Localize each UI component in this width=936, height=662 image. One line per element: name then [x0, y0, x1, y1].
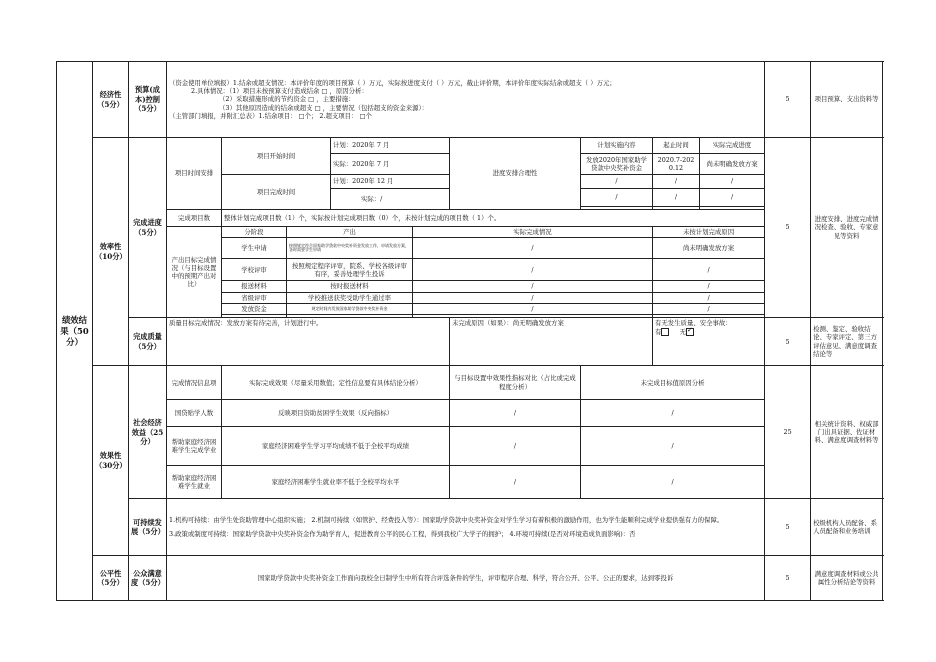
benefit-item: 帮助家庭经济困难学生就业	[167, 466, 222, 499]
benefit-analysis: /	[581, 466, 765, 499]
stage-reason: /	[653, 281, 765, 292]
efficiency-note: 进度安排、进度完成情况检查、验收、专家意见等资料	[811, 138, 883, 318]
fairness-score: 5	[765, 556, 811, 601]
stage-actual: /	[413, 303, 653, 314]
start-time-label: 项目开始时间	[222, 138, 331, 175]
completed-count-label: 完成项目数	[167, 210, 222, 227]
plan-period: /	[653, 175, 700, 189]
benefit-item: 国贷贴学人数	[167, 400, 222, 427]
plan-progress: /	[700, 189, 765, 207]
analysis-header: 未完成目标值原因分析	[581, 366, 765, 400]
sustainability-score: 5	[765, 499, 811, 556]
accident-question: 有无发生质量、安全事故：	[655, 319, 732, 328]
quality-note: 检测、鉴定、验收结论、专家评定、第三方评估意见、满意度调查结论等	[811, 318, 883, 366]
stage-reason: /	[653, 303, 765, 314]
economy-note: 项目预算、支出资料等	[811, 62, 883, 138]
fairness-label: 公平性（5分）	[93, 556, 129, 601]
benefit-effect: 家庭经济困难学生就业率不低于全校平均水平	[222, 466, 450, 499]
benefit-score: 25	[765, 366, 811, 499]
economy-line: （主管部门填报，并附汇总表）1.结余项目： □个； 2.超支项目： □个	[169, 111, 372, 120]
sustainability-line: 1.机构可持续：由学生处资助管理中心组织实施； 2.机制可持续（如管护、经费投入等）：国家助学贷款中央奖补资金对学生学习有着积极的激励作用，也为学生能顺利完成学业提供强有力的保障。	[169, 515, 724, 524]
benefit-item: 帮助家庭经济困难学生完成学业	[167, 427, 222, 466]
time-schedule-label: 项目时间安排	[167, 138, 222, 210]
stage-reason: /	[653, 259, 765, 281]
end-time-label: 项目完成时间	[222, 175, 331, 210]
benefit-note: 相关统计资料、权威部门出具证据、佐证材料、满意度调查材料等	[811, 366, 883, 499]
end-plan: 计划：2020年 12 月	[331, 175, 450, 189]
sustainability-label: 可持续发展（5分）	[129, 499, 167, 556]
plan-progress: 尚未明确发放方案	[700, 154, 765, 175]
sustainability-line: 3.政策或制度可持续：国家助学贷款中央奖补资金作为助学育人，促进教育公平的民心工程，得到我校广大学子的拥护； 4.环境可持续(是否对环境造成负面影响)：否	[169, 530, 636, 539]
stage-actual: /	[413, 259, 653, 281]
sustainability-content	[167, 499, 765, 556]
economy-line: （资金使用单位填报）1.结余或超支情况：本评价年度的项目预算（ ）万元，实际按进度支付（ ）万元，截止评价期，本评价年度实际结余或超支（ ）万元；	[169, 78, 616, 87]
economy-score: 5	[765, 62, 811, 138]
stage-actual: /	[413, 281, 653, 292]
start-plan: 计划：2020年 7 月	[331, 138, 450, 154]
economy-content	[167, 62, 765, 138]
plan-period: /	[653, 189, 700, 207]
economy-label: 经济性（5分）	[93, 62, 129, 138]
plan-content-header: 计划实施内容	[581, 138, 653, 154]
plan-progress: /	[700, 175, 765, 189]
quality-target: 质量目标完成情况：发放方案有待完善，计划进行中。	[167, 318, 450, 366]
stage-header: 分阶段	[222, 227, 287, 238]
stage-name: 省级评审	[222, 292, 287, 303]
benefit-effect: 家庭经济困难学生学习平均成绩不低于全校平均成绩	[222, 427, 450, 466]
quality-reason: 未完成原因（如果）：尚无明确发放方案	[450, 318, 653, 366]
start-actual: 实际：2020年 7 月	[331, 154, 450, 175]
quality-label: 完成质量（5分）	[129, 318, 167, 366]
benefit-compare: /	[450, 400, 581, 427]
completed-count-text: 整体计划完成项目数（1）个，实际按计划完成项目数（0）个，未按计划完成的项目数（ 1）个。	[222, 210, 765, 227]
economy-line: （2）采取措施形成的节约资金 □ ，主要措施：	[219, 95, 355, 104]
stage-output: 按照规定符合国家助学贷款中央奖补资金发放工作，申请发放方案，各时需要学生申请	[287, 238, 413, 259]
stage-name: 发放资金	[222, 303, 287, 314]
efficiency-score: 5	[765, 138, 811, 318]
reason-header: 未按计划完成原因	[653, 227, 765, 238]
stage-reason: 尚未明确发放方案	[653, 238, 765, 259]
stage-reason: /	[653, 292, 765, 303]
output-target-label: 产出目标完成情况（与目标设置中的预期产出对比）	[167, 227, 222, 318]
benefit-analysis: /	[581, 400, 765, 427]
accident-yes-label: 有	[655, 327, 662, 336]
col-performance-result: 绩效结果（50分）	[57, 62, 93, 601]
plan-period: 2020.7-2020.12	[653, 154, 700, 175]
compare-header: 与目标设置中效果性指标对比（占比或完成程度分析）	[450, 366, 581, 400]
budget-control-label: 预算(成本)控制（5分）	[129, 62, 167, 138]
benefit-compare: /	[450, 427, 581, 466]
plan-content: /	[581, 175, 653, 189]
economy-line: 2.具体情况：（1）项目未按预算支付造成结余 □ ，原因分析：	[191, 87, 368, 95]
fairness-note: 满意度调查材料或公共属性分析结论等资料	[811, 556, 883, 601]
stage-output: 按照规定程序评审，院系、学校各级评审有序，妥善处理学生投诉	[287, 259, 413, 281]
efficiency-label: 效率性（10分）	[93, 138, 129, 366]
benefit-label: 效果性（30分）	[93, 366, 129, 556]
benefit-effect: 反映项目资助贫困学生效果（反向指标）	[222, 400, 450, 427]
end-actual: 实际：/	[331, 189, 450, 210]
plan-content: 发放2020年国家助学贷款中央奖补资金	[581, 154, 653, 175]
accident-yes-checkbox[interactable]	[661, 328, 669, 336]
stage-output: 规定时间内发放国家助学贷款中央奖补资金	[287, 303, 413, 314]
period-header: 起止时间	[653, 138, 700, 154]
accident-check	[653, 318, 765, 366]
accident-no-checkbox[interactable]	[686, 328, 694, 336]
stage-name: 报送材料	[222, 281, 287, 292]
actual-progress-header: 实际完成进度	[700, 138, 765, 154]
performance-table	[56, 61, 883, 601]
stage-name: 学生申请	[222, 238, 287, 259]
item-header: 完成情况信息项	[167, 366, 222, 400]
output-header: 产出	[287, 227, 413, 238]
stage-actual: /	[413, 292, 653, 303]
stage-name: 学校评审	[222, 259, 287, 281]
stage-output: 按时报送材料	[287, 281, 413, 292]
stage-output: 学校推送获奖受助学生通过率	[287, 292, 413, 303]
benefit-compare: /	[450, 466, 581, 499]
social-benefit-label: 社会经济效益（25分）	[129, 366, 167, 499]
quality-score: 5	[765, 318, 811, 366]
public-satisfaction-label: 公众满意度（5分）	[129, 556, 167, 601]
schedule-reasonable-label: 进度安排合理性	[450, 138, 581, 210]
actual-header: 实际完成情况	[413, 227, 653, 238]
accident-no-label: 无	[679, 327, 686, 336]
progress-label: 完成进度（5分）	[129, 138, 167, 318]
stage-actual: /	[413, 238, 653, 259]
plan-content: /	[581, 189, 653, 207]
benefit-analysis: /	[581, 427, 765, 466]
fairness-content: 国家助学贷款中央奖补资金工作面向我校全日制学生中所有符合评选条件的学生，评审程序合理、科学，符合公开、公平、公正的要求，达到零投诉	[167, 556, 765, 601]
economy-line: （3）其他原因造成的结余或超支 □ ，主要情况（包括超支的资金来源）：	[219, 103, 429, 112]
sustainability-note: 校级机构人员配备、系人员配备和业务培训	[811, 499, 883, 556]
effect-header: 实际完成效果（尽量采用数值；定性信息要有具体结论分析）	[222, 366, 450, 400]
